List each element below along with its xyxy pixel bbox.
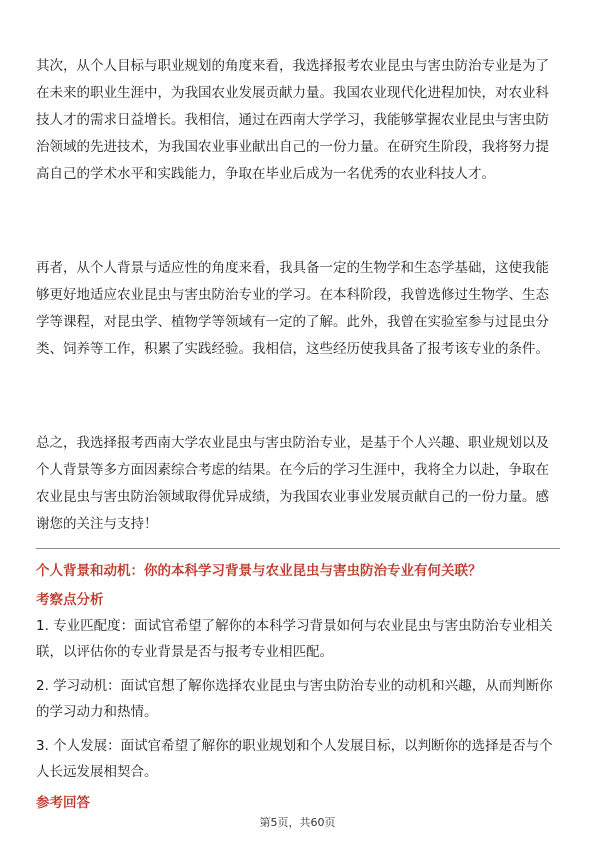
- section-divider: [36, 548, 560, 549]
- body-paragraph: 总之，我选择报考西南大学农业昆虫与害虫防治专业，是基于个人兴趣、职业规划以及个人背景等多方面因素综合考虑的结果。在今后的学习生涯中，我将全力以赴，争取在农业昆虫与害虫防治领域取得优异成绩，为我国农业事业发展贡献自己的一份力量。感谢您的关注与支持！: [36, 435, 549, 532]
- body-paragraph: 再者，从个人背景与适应性的角度来看，我具备一定的生物学和生态学基础，这使我能够更好地适应农业昆虫与害虫防治专业的学习。在本科阶段，我曾选修过生物学、生态学等课程，对昆虫学、植物学等领域有一定的了解。此外，我曾在实验室参与过昆虫分类、饲养等工作，积累了实践经验。我相信，这些经历使我具备了报考该专业的条件。: [36, 260, 549, 357]
- page-number: 第5页，共60页: [259, 816, 336, 829]
- list-item: 3. 个人发展：面试官希望了解你的职业规划和个人发展目标，以判断你的选择是否与个人长远发展相契合。: [36, 738, 553, 780]
- analysis-list: [36, 613, 560, 793]
- answer-heading: 参考回答: [36, 795, 90, 811]
- list-item: 2. 学习动机：面试官想了解你选择农业昆虫与害虫防治专业的动机和兴趣，从而判断你的学习动力和热情。: [36, 678, 553, 720]
- body-paragraph: 其次，从个人目标与职业规划的角度来看，我选择报考农业昆虫与害虫防治专业是为了在未来的职业生涯中，为我国农业发展贡献力量。我国农业现代化进程加快，对农业科技人才的需求日益增长。我相信，通过在西南大学学习，我能够掌握农业昆虫与害虫防治领域的先进技术，为我国农业事业献出自己的一份力量。在研究生阶段，我将努力提高自己的学术水平和实践能力，争取在毕业后成为一名优秀的农业科技人才。: [36, 58, 549, 182]
- analysis-heading: 考察点分析: [36, 592, 104, 608]
- question-title: 个人背景和动机：你的本科学习背景与农业昆虫与害虫防治专业有何关联？: [36, 563, 482, 579]
- list-item: 1. 专业匹配度：面试官希望了解你的本科学习背景如何与农业昆虫与害虫防治专业相关联，以评估你的专业背景是否与报考专业相匹配。: [36, 618, 553, 660]
